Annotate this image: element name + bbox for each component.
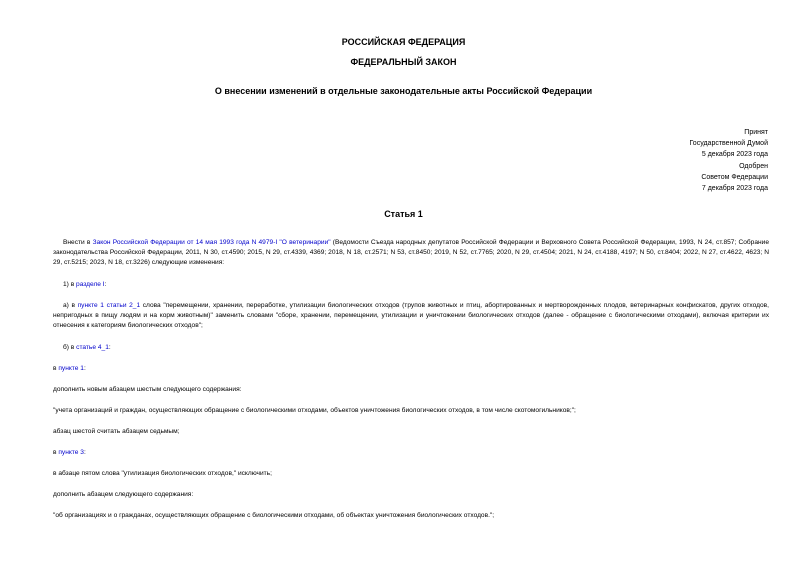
item-text: б) в [63, 344, 77, 351]
item-text: а) в [63, 302, 78, 309]
item-text: : [83, 449, 86, 456]
adoption-line: 5 декабря 2023 года [701, 151, 768, 159]
quote-paragraph-1: "учета организаций и граждан, осуществляющих обращение с биологическими отходами, объектов уничтожения биологических отходов, в том числе скотомогильников;"; [53, 407, 576, 414]
item-1-paragraph [53, 280, 769, 290]
point-1-paragraph [53, 364, 769, 374]
article-2-1-link[interactable]: пункте 1 статьи 2_1 [77, 302, 141, 309]
intro-text: Внести в [63, 239, 93, 246]
item-b-paragraph [53, 343, 769, 353]
item-text: в [53, 449, 59, 456]
article-intro-paragraph [53, 238, 769, 269]
article-heading: Статья 1 [384, 209, 423, 219]
add-paragraph-6: дополнить новым абзацем шестым следующего содержания: [53, 386, 242, 393]
renumber-paragraph: абзац шестой считать абзацем седьмым; [53, 428, 180, 435]
law-title: О внесении изменений в отдельные законодательные акты Российской Федерации [214, 86, 593, 96]
add-paragraph: дополнить абзацем следующего содержания: [53, 491, 194, 498]
adoption-block [689, 127, 768, 194]
federation-heading: РОССИЙСКАЯ ФЕДЕРАЦИЯ [341, 37, 466, 47]
item-text: 1) в [63, 281, 77, 288]
adoption-line: Советом Федерации [701, 173, 768, 181]
item-text: : [83, 365, 86, 372]
item-text: : [104, 281, 107, 288]
point-3-paragraph [53, 448, 769, 458]
exclude-words-paragraph: в абзаце пятом слова "утилизация биологических отходов," исключить; [53, 470, 272, 477]
adoption-line: Государственной Думой [689, 140, 768, 148]
item-text: слова "перемещении, хранении, переработке, утилизации биологических отходов (трупов животных и птиц, абортированных и мертворожденных плодов, ветеринарных конфискатов, других отходов, непригодных в пищу людям и на корм животным)" заменить словами "сборе, хранении, перемещении, утилизации и уничтожении биологических отходов (далее - обращение с биологическими отходами), включая критерии их отнесения к категориям биологических отходов"; [53, 302, 769, 330]
law-type-heading: ФЕДЕРАЛЬНЫЙ ЗАКОН [350, 57, 457, 67]
adoption-line: Одобрен [739, 162, 768, 170]
item-text: : [108, 344, 111, 351]
point-1-link[interactable]: пункте 1 [58, 365, 84, 372]
adoption-line: Принят [744, 129, 768, 136]
adoption-line: 7 декабря 2023 года [701, 185, 768, 193]
point-3-link[interactable]: пункте 3 [58, 449, 84, 456]
quote-paragraph-2: "об организациях и о гражданах, осуществляющих обращение с биологическими отходами, об объектах уничтожения биологических отходов."; [53, 512, 495, 519]
item-a-paragraph [53, 301, 769, 332]
section-i-link[interactable]: разделе I [76, 281, 105, 288]
item-text: в [53, 365, 59, 372]
intro-text: (Ведомости Съезда народных депутатов Российской Федерации и Верховного Совета Российской Федерации, 1993, N 24, ст.857; Собрание законодательства Российской Федерации, 2011, N 30, ст.4590; 2015, N 29, ст.4339, 4369; 2018, N 18, ст.2571; N 53, ст.8450; 2019, N 52, ст.7765; 2020, N 29, ст.4504; 2021, N 24, ст.4188, 4197; N 50, ст.8404; 2022, N 27, ст.4622, 4623; N 29, ст.5215; 2023, N 18, ст.3226) следующие изменения: [53, 239, 770, 267]
veterinary-law-link[interactable]: Закон Российской Федерации от 14 мая 1993 года N 4979-I "О ветеринарии" [92, 239, 331, 246]
article-4-1-link[interactable]: статье 4_1 [76, 344, 109, 351]
